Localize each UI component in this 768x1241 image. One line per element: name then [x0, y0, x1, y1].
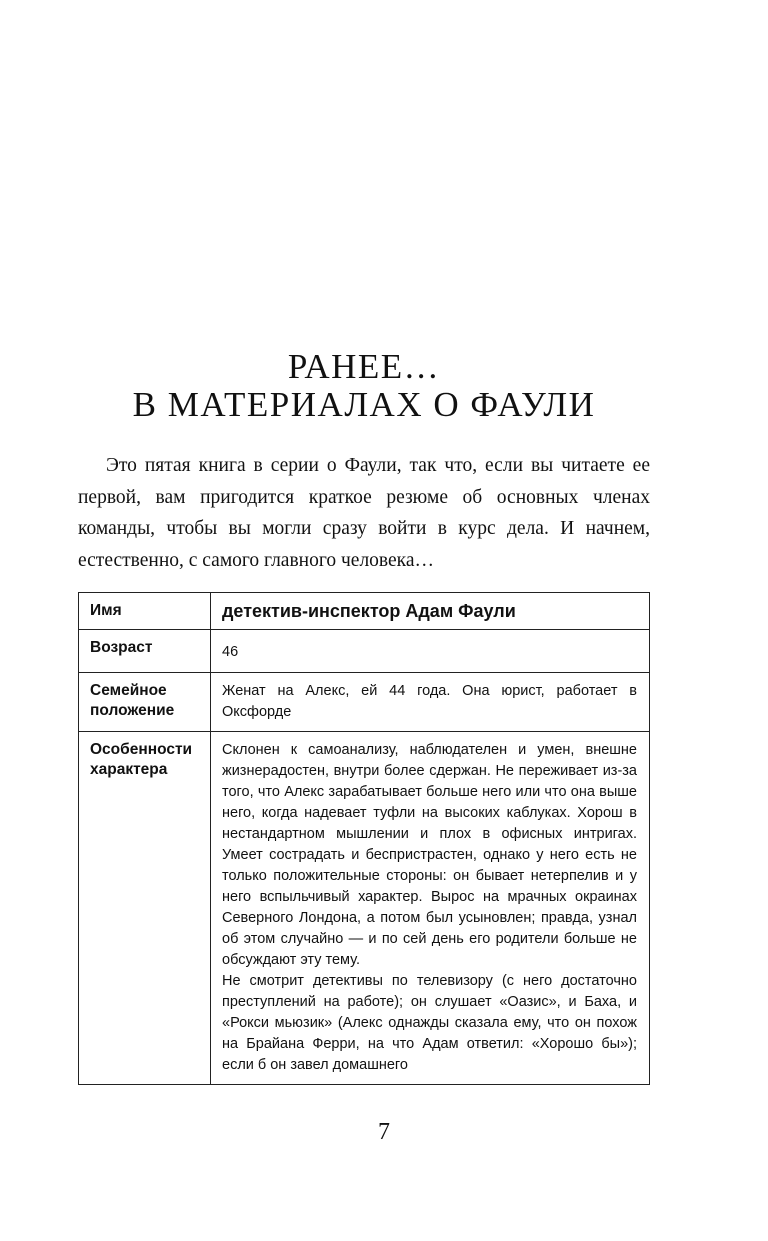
row-label-age: Возраст: [79, 630, 211, 673]
row-value-name: детектив-инспектор Адам Фаули: [211, 593, 650, 630]
row-label-family: Семейное положение: [79, 673, 211, 732]
row-label-name: Имя: [79, 593, 211, 630]
chapter-title-line-2: В МАТЕРИАЛАХ О ФАУЛИ: [132, 385, 596, 424]
table-row-age: [79, 630, 650, 673]
chapter-title: [78, 348, 650, 424]
table-row-name: [79, 593, 650, 630]
character-info-table: [78, 592, 650, 1085]
row-value-character: [211, 732, 650, 1085]
table-row-family: [79, 673, 650, 732]
row-value-age: 46: [211, 630, 650, 673]
page-number: 7: [378, 1119, 390, 1145]
character-paragraph-1: Склонен к самоанализу, наблюдателен и умен, внешне жизнерадостен, внутри более сдержан. Не переживает из-за того, что Алекс зарабатывает больше него или что она выше него, когда надевает туфли на высоких каблуках. Хорош в нестандартном мышлении и плох в офисных интригах. Умеет сострадать и беспристрастен, однако у него есть не только положительные стороны: он бывает нетерпелив и у него вспыльчивый характер. Вырос на мрачных окраинах Северного Лондона, а потом был усыновлен; правда, узнал об этом случайно — и по сей день его родители больше не обсуждают эту тему.: [222, 742, 637, 968]
character-paragraph-2: Не смотрит детективы по телевизору (с него достаточно преступлений на работе); он слушает «Оазис», и Баха, и «Рокси мьюзик» (Алекс однажды сказала ему, что он похож на Брайана Ферри, на что Адам ответил: «Хорошо бы»); если б он завел домашнего: [222, 973, 637, 1073]
intro-paragraph: Это пятая книга в серии о Фаули, так что, если вы читаете ее первой, вам пригодится краткое резюме об основных членах команды, чтобы вы могли сразу войти в курс дела. И начнем, естественно, с самого главного человека…: [78, 455, 650, 571]
chapter-title-line-1: РАНЕЕ…: [287, 347, 441, 386]
table-row-character: [79, 732, 650, 1085]
row-label-character: Особенности характера: [79, 732, 211, 1085]
row-value-family: Женат на Алекс, ей 44 года. Она юрист, работает в Оксфорде: [211, 673, 650, 732]
